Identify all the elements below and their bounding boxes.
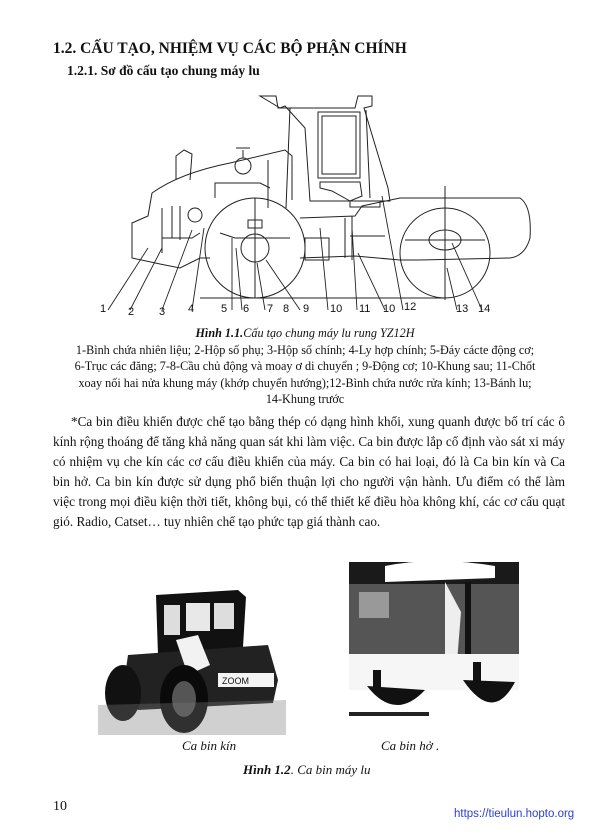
page-number: 10 [53,799,67,814]
figure-1-legend-line: xoay nối hai nửa khung máy (khớp chuyển hướng);12-Bình chứa nước rửa kính; 13-Bánh lu; [78,375,532,390]
body-text [53,412,565,532]
figure-2-caption [243,762,371,778]
callout-9: 9 [303,303,310,315]
callout-4: 4 [188,303,195,315]
callout-11: 11 [359,303,371,315]
figure-2-title: . Ca bin máy lu [290,762,371,777]
callout-10: 10 [330,303,343,315]
callout-3: 3 [159,306,166,318]
figure-2-label: Hình 1.2 [243,762,291,777]
figure-1-title: Cấu tạo chung máy lu rung YZ12H [243,326,415,340]
subsection-heading: 1.2.1. Sơ đồ cấu tạo chung máy lu [67,63,260,78]
body-drawing [132,148,292,268]
figure-1-legend-line: 6-Trục các đăng; 7-8-Cầu chủ động và moay ơ di chuyển ; 9-Động cơ; 10-Khung sau; 11-Chốt [74,359,536,373]
callout-8: 8 [283,303,290,315]
figure-1-legend-line: 14-Khung trước [265,392,345,406]
leader-lines [108,196,482,310]
frame-drawing [200,198,530,298]
svg-text:ZOOM: ZOOM [222,676,249,686]
cab-drawing [260,96,390,208]
open-cabin-label: Ca bin hở . [381,738,440,753]
figure-1-label: Hình 1.1. [195,326,244,340]
roller-structure-diagram [100,88,540,320]
callout-7: 7 [267,303,274,315]
rear-wheel-drawing [205,198,329,298]
callout-12: 12 [404,301,417,313]
callout-5: 5 [221,303,228,315]
cabin-paragraph: *Ca bin điều khiển được chế tạo bằng thép có dạng hình khối, xung quanh được bố trí các ô kính rộng thoáng để tăng khả năng quan sát khi làm việc. Ca bin được lắp cố định vào sát xi máy có nhiệm vụ che kín các cơ cấu điều khiển của máy. Ca bin có hai loại, đó là Ca bin kín và Ca bin hở. Ca bin kín được sử dụng phổ biến thuận lợi cho người vận hành. Ưu điểm có thể làm việc trong mọi điều kiện thời tiết, không bụi, có thể thiết kế điều hòa không khí, các cơ cấu quạt gió. Radio, Catset… tuy nhiên chế tạo phức tạp giá thành cao. [53,414,565,529]
callout-13: 13 [456,303,469,315]
source-url-link[interactable]: https://tieulun.hopto.org [454,808,575,820]
section-heading: 1.2. CẤU TẠO, NHIỆM VỤ CÁC BỘ PHẬN CHÍNH [53,40,407,57]
front-drum-drawing [400,186,490,300]
callout-14: 14 [478,303,491,315]
open-cabin-roller-photo [345,552,523,728]
closed-cabin-label: Ca bin kín [182,738,237,753]
callout-2: 2 [128,306,135,318]
figure-1-caption [52,325,558,408]
callout-1: 1 [100,303,107,315]
callout-6: 6 [243,303,250,315]
callout-10b: 10 [383,303,396,315]
closed-cabin-roller-photo [98,585,286,735]
figure-1-legend-line: 1-Bình chứa nhiên liệu; 2-Hộp số phụ; 3-Hộp số chính; 4-Ly hợp chính; 5-Đáy cácte động cơ; [75,342,535,357]
